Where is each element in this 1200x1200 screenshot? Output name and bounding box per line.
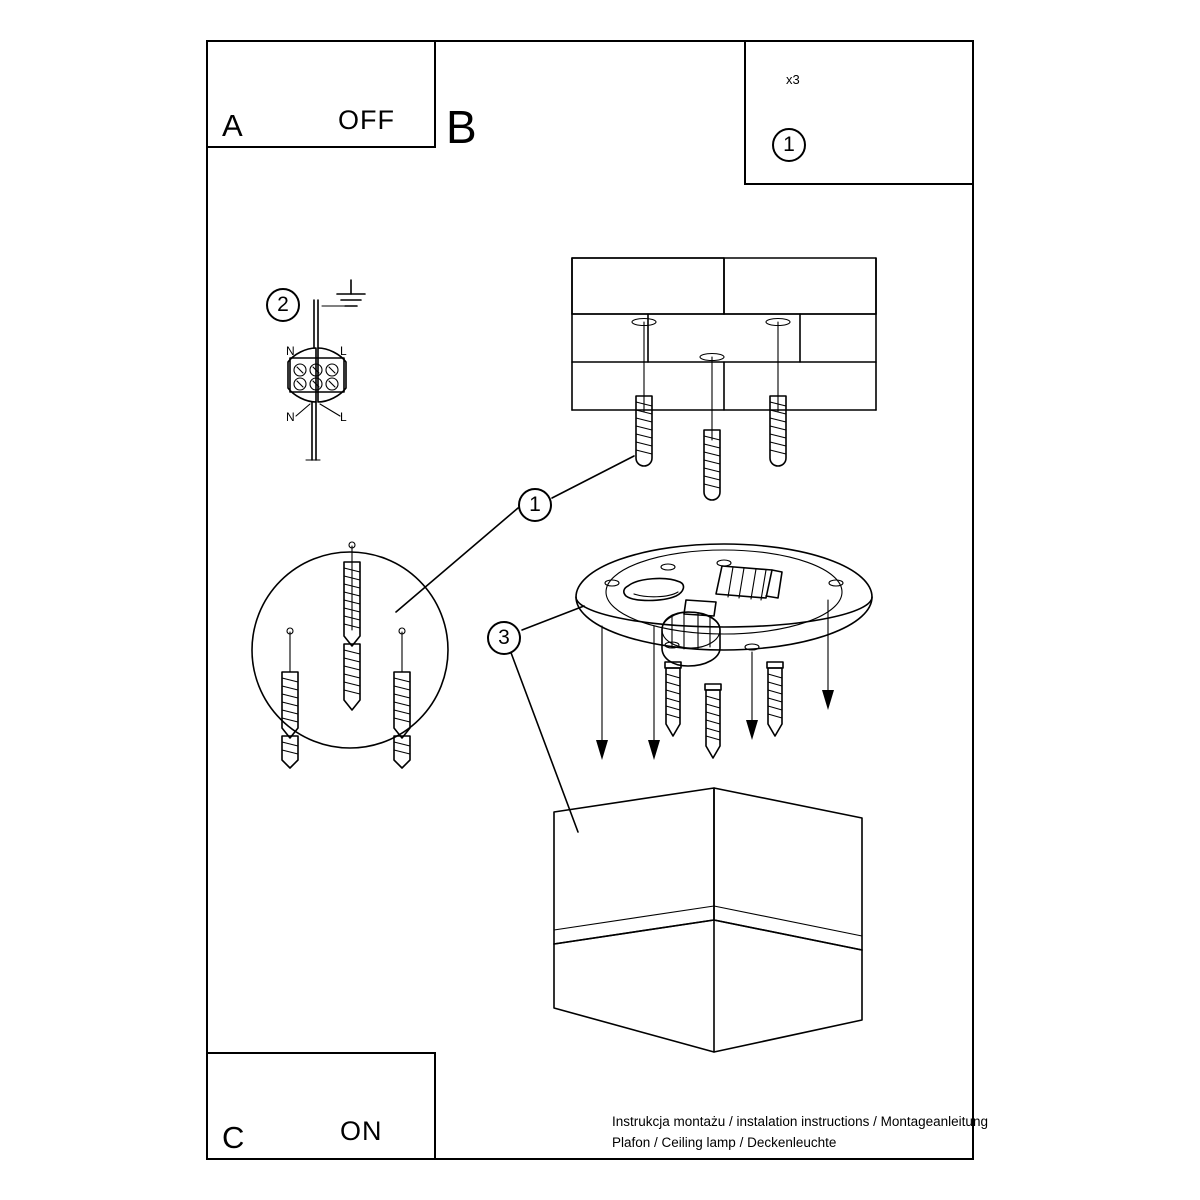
step-c-action-label: ON <box>340 1116 383 1146</box>
sheet-border <box>206 40 974 1160</box>
step-a-action-label: OFF <box>338 105 395 135</box>
step-a-letter: A <box>222 108 243 143</box>
callout-number-3: 3 <box>487 621 521 655</box>
screw-quantity-label: x3 <box>786 72 800 87</box>
footer-line-1: Instrukcja montażu / instalation instructions / Montageanleitung <box>612 1114 988 1129</box>
tools-box <box>744 40 974 185</box>
step-c-letter: C <box>222 1120 245 1155</box>
callout-number-drill: 1 <box>772 128 806 162</box>
step-b-letter: B <box>446 101 477 153</box>
terminal-label-l-bottom: L <box>340 410 347 424</box>
terminal-label-l-top: L <box>340 344 347 358</box>
terminal-label-n-top: N <box>286 344 295 358</box>
callout-number-1: 1 <box>518 488 552 522</box>
terminal-label-n-bottom: N <box>286 410 295 424</box>
footer-line-2: Plafon / Ceiling lamp / Deckenleuchte <box>612 1134 837 1150</box>
footer-text <box>612 1112 992 1154</box>
callout-number-2: 2 <box>266 288 300 322</box>
